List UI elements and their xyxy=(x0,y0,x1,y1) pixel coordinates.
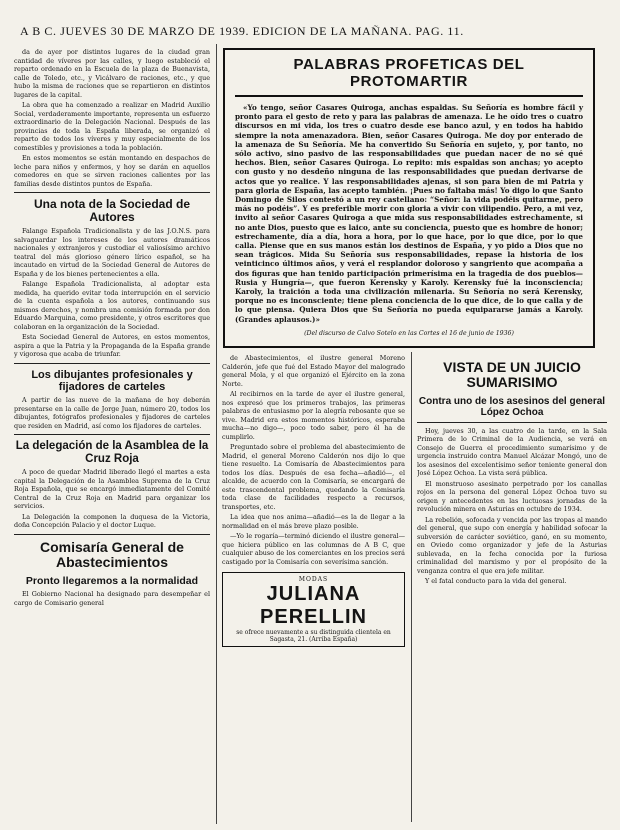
column-divider xyxy=(216,44,217,824)
headline-comisaria: Comisaría General de Abastecimientos xyxy=(40,538,184,571)
article-paragraph: El Gobierno Nacional ha designado para desempeñar el cargo de Comisario general xyxy=(14,590,210,607)
headline-cruz-roja: La delegación de la Asamblea de la Cruz Roja xyxy=(15,440,209,465)
article-paragraph: A partir de las nueve de la mañana de hoy deberán presentarse en la calle de Jorge Juan, número 20, todos los dibujantes, fotógrafos profesionales y fijadores de carteles que residen en Madrid, así como los fijadores de carteles. xyxy=(14,396,210,430)
article-paragraph: Falange Española Tradicionalista y de las J.O.N.S. para salvaguardar los intereses de los autores dramáticos nacionales y extranjeros y custodiar el valiosísimo archivo teatral del más glorioso género lírico español, se ha incautado en virtud de la Sociedad General de Autores de España y de los bienes pertenecientes a ella. xyxy=(14,227,210,278)
article-paragraph: Esta Sociedad General de Autores, en estos momentos, aspira a que la Patria y la Propaganda de la España grande y vigorosa que acaba de triunfar. xyxy=(14,333,210,359)
headline-dibujantes: Los dibujantes profesionales y fijadores de carteles xyxy=(31,368,193,393)
divider xyxy=(417,422,607,423)
column-divider xyxy=(411,352,412,822)
article-paragraph: —Yo le rogaría—terminó diciendo el ilustre general—que hiciera público en las columnas de A B C, que cualquier abuso de los comerciantes en los precios será castigado por la Comisaría con severísima sanción. xyxy=(222,532,405,566)
divider xyxy=(14,434,210,435)
article-paragraph: La obra que ha comenzado a realizar en Madrid Auxilio Social, verdaderamente importante, representa un esfuerzo extraordinario de la Delegación Nacional. Después de las provincias de toda la España liberada, se organizó el reparto de todos los víveres y muy especialmente de los comestibles y provisiones a toda la población. xyxy=(14,101,210,152)
article-paragraph: Al recibirnos en la tarde de ayer el ilustre general, nos expresó que los primeros trabajos, las primeras palabras de entusiasmo por la alegría rebosante que se vive. Madrid era estos momentos históricos, esperaba mucha—no digo—, poco todo saber, pero él ha de cumplirlo. xyxy=(222,390,405,441)
article-paragraph: La Delegación la componen la duquesa de la Victoria, doña Concepción Palacio y el doctor Luque. xyxy=(14,512,210,530)
ad-name: JULIANA PERELLIN xyxy=(260,583,367,628)
article-paragraph: Hoy, jueves 30, a las cuatro de la tarde, en la Sala Primera de lo Criminal de la Audiencia, se verá en Consejo de Guerra el procedimiento sumarísimo y de urgencia instruido contra Manuel Alcázar Mongó, uno de los asesinos del excelentísimo señor teniente general don José López Ochoa. La vista será pública. xyxy=(417,426,607,478)
headline-sociedad-autores: Una nota de la Sociedad de Autores xyxy=(33,197,191,225)
article-paragraph: de Abastecimientos, el ilustre general Moreno Calderón, jefe que fué del Estado Mayor del malogrado general Mola, y el que organizó el Ejército en la zona Norte. xyxy=(222,354,405,388)
subheadline-normalidad: Pronto llegaremos a la normalidad xyxy=(25,574,199,587)
quote-citation: (Del discurso de Calvo Sotelo en las Cortes el 16 de junio de 1936) xyxy=(304,329,514,337)
ad-text: se ofrece nuevamente a su distinguida clientela en Sagasta, 21. (Arriba España) xyxy=(236,629,391,643)
article-paragraph: En estos momentos se están montando en despachos de leche para niños y enfermos, y hoy se darán en aquellos comedores en que se sirven raciones calientes por las familias desde distintos puntos de España. xyxy=(14,154,210,188)
quote-box xyxy=(223,48,595,348)
headline-juicio: VISTA DE UN JUICIO SUMARISIMO xyxy=(443,359,581,391)
article-paragraph: Falange Española Tradicionalista, al adoptar esta medida, ha querido evitar toda interrupción en el servicio de la cuenta española a los autores, continuando sus mismos derechos, y nombra una comisión formada por don Eduardo Marquina, como presidente, y otros escritores que colaboran en la organización de la Sociedad. xyxy=(14,280,210,331)
article-paragraph: da de ayer por distintos lugares de la ciudad gran cantidad de víveres por las calles, y luego estableció el reparto ordenado en la Escuela de la plaza de Buenavista, calle de Toledo, etc., y Vicálvaro de raciones, etc., y que hubo la misma de raciones que se repartieron en distintos lugares de la capital. xyxy=(14,48,210,99)
right-column xyxy=(417,354,607,826)
advertisement xyxy=(222,572,405,647)
left-column xyxy=(14,48,210,826)
ad-label: MODAS xyxy=(298,576,329,583)
divider xyxy=(14,192,210,193)
subheadline-lopez-ochoa: Contra uno de los asesinos del general López Ochoa xyxy=(418,395,606,418)
middle-column xyxy=(222,354,405,826)
article-paragraph: El monstruoso asesinato perpetrado por los canallas rojos en la persona del general López Ochoa tuvo su origen y antecedentes en las luctuosas jornadas de la revolución minera en Asturias en octubre de 1934. xyxy=(417,479,607,514)
article-paragraph: Preguntado sobre el problema del abastecimiento de Madrid, el general Moreno Calderón nos dijo lo que tiene resuelto. La Comisaría de Abastecimientos para todos los días. Después de esa fecha—añadió—, el alcalde, de acuerdo con la Comisaría, se encargará de este trascendental problema, quedando la Comisaría toda clase de facilidades respecto a recursos, transportes, etc. xyxy=(222,443,405,511)
quote-body: «Yo tengo, señor Casares Quiroga, anchas espaldas. Su Señoría es hombre fácil y pronto para el gesto de reto y para las palabras de amenaza. Le he oído tres o cuatro discursos en mi vida, los tres o cuatro desde ese banco azul, y en todos ha habido siempre la nota amenazadora. Bien, señor Casares Quiroga. Me doy por enterado de la amenaza de Su Señoría. Me ha convertido Su Señoría en sujeto, y, por tanto, no sólo activo, sino pasivo de las responsabilidades que puedan nacer de no sé qué hechos. Bien, señor Casares Quiroga. Lo repito: mis espaldas son anchas; yo acepto con gusto y no desdeño ninguna de las responsabilidades que puedan derivarse de actos que yo realice. Y las responsabilidades ajenas, si son para bien de mi Patria y para gloria de España, las acepto también. ¡Pues no faltaba más! Yo digo lo que Santo Domingo de Silos contestó a un rey castellano: “Señor: la vida podéis quitarme, pero más no podéis”. Y es preferible morir con gloria a vivir con vilipendio. Pero, a mi vez, invito al señor Casares Quiroga a que mida sus responsabilidades estrechamente, si no ante Dios, puesto que es laico, ante su conciencia, puesto que es hombre de honor; estrechamente, día a día, hora a hora, por lo que hace, por lo que dice, por lo que calla. Piense que en sus manos están los destinos de España, y yo pido a Dios que no sean trágicos. Mida Su Señoría sus responsabilidades, repase la historia de los veinticinco últimos años, y verá el resplandor doloroso y sangriento que acompaña a dos figuras que han tenido participación primerísima en la tragedia de dos pueblos—Rusia y Hungría—, que fueron Kerensky y Karoly. Kerensky fué la inconsciencia; Karoly, la traición a toda una civilización milenaria. Su Señoría no será Kerensky, porque no es inconsciente; tiene plena conciencia de lo que dice, de lo que calla y de lo que piensa. Quiera Dios que Su Señoría no pueda equipararse jamás a Karoly. (Grandes aplausos.)» xyxy=(235,103,583,324)
divider xyxy=(14,363,210,364)
article-paragraph: La rebelión, sofocada y vencida por las tropas al mando del general, que supo con energía y habilidad sofocar la subversión de carácter soviético, ganó, en su momento, en Oviedo como organizador y jefe de la Asturias sublevada, en la fecha conocida por la furiosa criminalidad del marxismo y por el propósito de la venganza contra el que era jefe militar. xyxy=(417,515,607,575)
article-paragraph: A poco de quedar Madrid liberado llegó el martes a esta capital la Delegación de la Asamblea Suprema de la Cruz Roja Española, que se encargó inmediatamente del Comité Central de la Cruz Roja en Madrid para organizar los servicios. xyxy=(14,468,210,511)
quote-title: PALABRAS PROFETICAS DEL PROTOMARTIR xyxy=(235,56,583,97)
page-header: A B C. JUEVES 30 DE MARZO DE 1939. EDICION DE LA MAÑANA. PAG. 11. xyxy=(20,24,464,38)
article-paragraph: Y el fatal conducto para la vida del general. xyxy=(425,577,567,586)
article-paragraph: La idea que nos anima—añadió—es la de llegar a la normalidad en el más breve plazo posible. xyxy=(222,513,405,530)
divider xyxy=(14,534,210,535)
